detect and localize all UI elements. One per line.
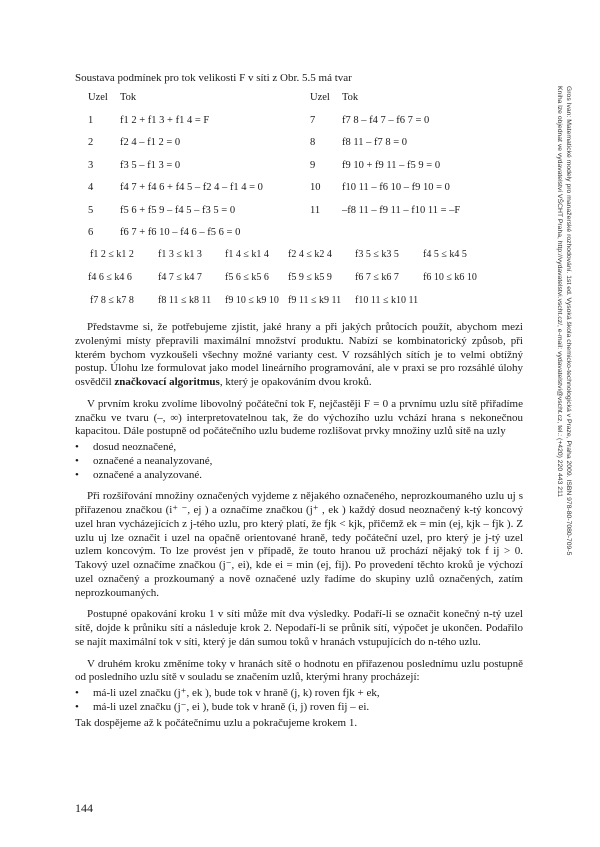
inequality: f6 10 ≤ k6 10 <box>423 272 477 283</box>
capacity-inequalities <box>90 249 530 318</box>
equation-cell: f3 5 – f1 3 = 0 <box>120 159 181 171</box>
node-cell: 5 <box>88 204 94 216</box>
node-cell: 7 <box>310 114 316 126</box>
inequality: f1 4 ≤ k1 4 <box>225 249 269 260</box>
inequality: f5 6 ≤ k5 6 <box>225 272 269 283</box>
node-cell: 6 <box>88 227 94 238</box>
equation-cell: f6 7 + f6 10 – f4 6 – f5 6 = 0 <box>120 227 241 238</box>
paragraph-text: Představme si, že potřebujeme zjistit, jaké hrany a při jakých průtocích použít, abychom mezi zvolenými místy přepravili maximální množství produktu. Nabízí se kombinatorický způsob, při kterém bychom vyzkoušeli všechny možné varianty cest. V rozsáhlých sítích je to velmi obtížný postup. Úlohu lze formulovat jako model lineárního programování, ale v praxi se pro rozsáhlé úlohy osvědčil <box>75 321 523 388</box>
table-row <box>88 137 528 160</box>
inequality: f7 8 ≤ k7 8 <box>90 295 134 306</box>
node-cell: 11 <box>310 204 321 216</box>
list-item: • označené a analyzované. <box>75 469 523 483</box>
equation-cell: –f8 11 – f9 11 – f10 11 = –F <box>342 204 461 216</box>
paragraph: V prvním kroku zvolíme libovolný počáteční tok F, nejčastěji F = 0 a prvnímu uzlu sítě přiřadíme značku ve tvaru (–, ∞) interpretovatelnou tak, že do výchozího uzlu vchází hrana s nekonečnou kapacitou. Dále postupně od počátečního uzlu budeme rozlišovat prvky množiny uzlů sítě na uzly <box>75 397 523 438</box>
inequality: f1 3 ≤ k1 3 <box>158 249 202 260</box>
side-note-text <box>555 86 573 555</box>
flow-conditions-table <box>88 92 528 250</box>
body-text <box>75 321 523 730</box>
inequality-row <box>90 249 530 272</box>
header-flow: Tok <box>342 92 359 103</box>
paragraph: V druhém kroku změníme toky v hranách sítě o hodnotu en přiřazenou poslednímu uzlu postupně od posledního uzlu sítě v souladu se značením uzlů, kterými hrany procházejí: <box>75 657 523 684</box>
equation-cell: f4 7 + f4 6 + f4 5 – f2 4 – f1 4 = 0 <box>120 182 263 193</box>
table-row <box>88 205 528 228</box>
list-item: • dosud neoznačené, <box>75 441 523 455</box>
list-item: • označené a neanalyzované, <box>75 455 523 469</box>
inequality: f1 2 ≤ k1 2 <box>90 249 134 260</box>
bullet-list <box>75 441 523 482</box>
header-node: Uzel <box>88 92 108 103</box>
equation-cell: f8 11 – f7 8 = 0 <box>342 137 408 148</box>
list-item: • má-li uzel značku (j⁺, ek ), bude tok v hraně (j, k) roven fjk + ek, <box>75 687 523 701</box>
inequality: f9 10 ≤ k9 10 <box>225 295 279 306</box>
list-item: • má-li uzel značku (j⁻, ei ), bude tok v hraně (i, j) roven fij – ei. <box>75 701 523 715</box>
inequality: f3 5 ≤ k3 5 <box>355 249 399 260</box>
inequality: f4 5 ≤ k4 5 <box>423 249 467 260</box>
paragraph: Postupné opakování kroku 1 v síti může mít dva výsledky. Podaří-li se označit konečný n-tý uzel sítě, dojde k průniku sítí a následuje krok 2. Nepodaří-li se průnik sítí, výpočet je ukončen. Podařilo se najít maximální tok v síti, který je dán sumou toků v hranách vstupujících do n-tého uzlu. <box>75 608 523 648</box>
inequality-row <box>90 295 530 318</box>
equation-cell: f10 11 – f6 10 – f9 10 = 0 <box>342 182 450 193</box>
inequality: f4 6 ≤ k4 6 <box>88 272 132 283</box>
paragraph: Tak dospějeme až k počátečnímu uzlu a pokračujeme krokem 1. <box>75 716 358 729</box>
header-node: Uzel <box>310 92 330 103</box>
inequality: f8 11 ≤ k8 11 <box>158 295 212 306</box>
table-row <box>88 115 528 138</box>
node-cell: 10 <box>310 182 321 193</box>
header-flow: Tok <box>120 92 137 103</box>
equation-cell: f7 8 – f4 7 – f6 7 = 0 <box>342 114 430 126</box>
table-row <box>88 227 528 250</box>
table-header <box>88 92 528 115</box>
inequality: f10 11 ≤ k10 11 <box>355 295 419 306</box>
node-cell: 1 <box>88 114 94 126</box>
paragraph <box>75 321 523 390</box>
page-number: 144 <box>75 801 93 815</box>
node-cell: 4 <box>88 182 94 193</box>
table-row <box>88 182 528 205</box>
intro-sentence: Soustava podmínek pro tok velikosti F v síti z Obr. 5.5 má tvar <box>75 72 352 84</box>
inequality: f2 4 ≤ k2 4 <box>288 249 332 260</box>
side-note-line: Kniha lze objednat ve vydavatelství VŠCHT Praha, http://vydavatelstvi.vscht.cz/, e-mail: vydavatelstvi@vscht.cz, tel.: (+420) 220 443 211 <box>556 86 563 498</box>
equation-cell: f9 10 + f9 11 – f5 9 = 0 <box>342 159 441 171</box>
inequality: f5 9 ≤ k5 9 <box>288 272 332 283</box>
equation-cell: f2 4 – f1 2 = 0 <box>120 137 181 148</box>
node-cell: 9 <box>310 159 316 171</box>
node-cell: 3 <box>88 159 94 171</box>
paragraph: Při rozšiřování množiny označených vyjdeme z nějakého označeného, neprozkoumaného uzlu uj s přiřazenou značkou (i⁺ ⁻, ej ) a označíme značkou (j⁺ , ek ) každý dosud neoznačený k-tý koncový uzel hran vycházejících z j-tého uzlu, pro který platí, že fjk < kjk, přičemž ek = min (ej, kjk – fjk ). Z uzlu uj lze označit i uzel na opačně orientované hraně, tedy počáteční uzel, pro který je j-tý uzel uzlem koncovým. To lze provést jen v případě, že touto hranou už prochází nějaký tok f ij > 0. Takový uzel označíme značkou (j⁻, ei), kde ei = min (ej, fij). Po provedení těchto kroků je výchozí uzel označený a prozkoumaný a nově označené uzly řadíme do skupiny uzlů označených, zatím neprozkoumaných. <box>75 490 523 599</box>
bold-term: značkovací algoritmus <box>114 376 220 388</box>
side-note-line: Gros Ivan: Matematické modely pro manažerské rozhodování. 1st ed. Vysoká škola chemicko-technologická v Praze, Praha 2009. ISBN 978-80-7080-709-5 <box>565 86 572 556</box>
bullet-list <box>75 687 523 715</box>
paragraph-text: , který je opakováním dvou kroků. <box>219 376 372 388</box>
node-cell: 2 <box>88 137 94 148</box>
equation-cell: f5 6 + f5 9 – f4 5 – f3 5 = 0 <box>120 204 236 216</box>
equation-cell: f1 2 + f1 3 + f1 4 = F <box>120 114 210 126</box>
inequality: f9 11 ≤ k9 11 <box>288 295 342 306</box>
inequality: f4 7 ≤ k4 7 <box>158 272 202 283</box>
inequality-row <box>90 272 530 295</box>
inequality: f6 7 ≤ k6 7 <box>355 272 399 283</box>
node-cell: 8 <box>310 137 316 148</box>
table-row <box>88 160 528 183</box>
